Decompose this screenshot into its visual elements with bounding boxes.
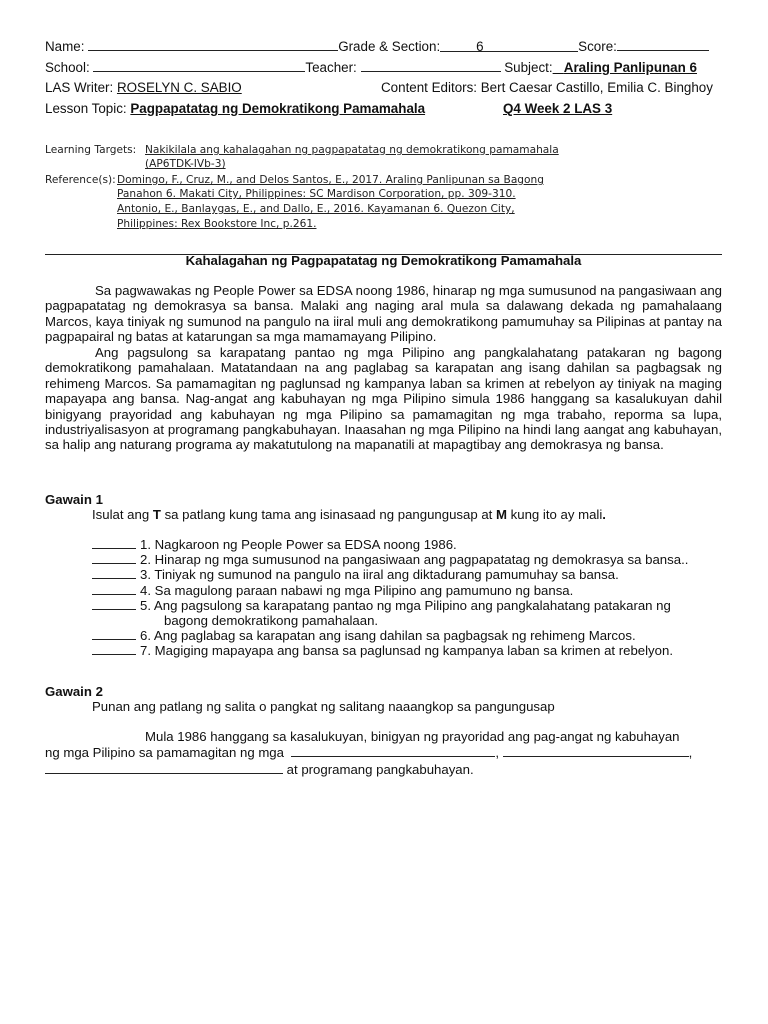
list-item bbox=[92, 643, 732, 658]
answer-blank-4[interactable] bbox=[92, 583, 136, 595]
fill-blank-1[interactable] bbox=[291, 744, 495, 757]
gawain2-title: Gawain 2 bbox=[45, 684, 103, 699]
subject-value bbox=[553, 60, 697, 75]
teacher-blank[interactable] bbox=[361, 59, 501, 72]
answer-blank-5[interactable] bbox=[92, 598, 136, 610]
instr-text-b: sa patlang kung tama ang isinasaad ng pangungusap at bbox=[160, 507, 496, 522]
fill-blank-3[interactable] bbox=[45, 761, 283, 774]
lesson-paragraph-2: Ang pagsulong sa karapatang pantao ng mga Pilipino ang pangkalahatang patakaran ng bagong demokratikong pamahalaan. Matatandaan na ang paglabag sa karapatan ang isang dahilan sa pagbagsak ng rehimeng Marcos. Sa pamamagitan ng paglunsad ng kampanya laban sa krimen at rebelyon ay tiniyak na maging mapayapa ang bansa. Nag-angat ang kabuhayan ng mga Pilipino simula 1986 hanggang sa kasalukuyan dahil binigyang prayoridad ang kabuhayan ng mga Pilipino sa pamamagitan ng mga trabaho, reporma sa lupa, industriyalisasyon at programang pangkabuhayan. Inaasahan ng mga Pilipino na hindi lang aangat ang kabuhayan, sa halip ang naturang programa ay makatutulong na mapanatili at mapagtibay ang demokrasya ng bansa. bbox=[45, 345, 722, 453]
answer-blank-3[interactable] bbox=[92, 567, 136, 579]
item-text: 5. Ang pagsulong sa karapatang pantao ng mga Pilipino ang pangkalahatang patakaran ng bbox=[140, 597, 671, 613]
header-row-writer bbox=[45, 80, 725, 96]
content-editors: Content Editors: Bert Caesar Castillo, Emilia C. Binghoy bbox=[381, 80, 713, 95]
header-row-name bbox=[45, 38, 709, 55]
gawain2-paragraph bbox=[45, 729, 722, 777]
refs-label: Reference(s): bbox=[45, 174, 116, 186]
fill-blank-2[interactable] bbox=[503, 744, 689, 757]
list-item bbox=[92, 537, 732, 552]
score-blank[interactable] bbox=[617, 38, 709, 51]
targets-line1: Nakikilala ang kahalagahan ng pagpapatatag ng demokratikong pamamahala bbox=[145, 144, 559, 156]
gawain2-line-2: ng mga Pilipino sa pamamagitan ng mga , , bbox=[45, 745, 693, 761]
instr-t: T bbox=[152, 507, 161, 522]
header-row-topic bbox=[45, 101, 725, 117]
answer-blank-2[interactable] bbox=[92, 552, 136, 564]
instr-m: M bbox=[496, 507, 507, 522]
item-text: 3. Tiniyak ng sumunod na pangulo na iiral ang diktadurang pamumuhay sa bansa. bbox=[140, 567, 619, 583]
writer-value: ROSELYN C. SABIO bbox=[116, 80, 242, 95]
gawain1-title: Gawain 1 bbox=[45, 492, 103, 507]
item-text: 7. Magiging mapayapa ang bansa sa paglunsad ng kampanya laban sa krimen at rebelyon. bbox=[140, 643, 673, 659]
instr-text-a: Isulat ang bbox=[92, 507, 153, 522]
refs-line2: Panahon 6. Makati City, Philippines: SC Mardison Corporation, pp. 309-310. bbox=[117, 188, 516, 200]
instr-text-d: . bbox=[602, 507, 606, 522]
refs-line1: Domingo, F., Cruz, M., and Delos Santos, E., 2017. Araling Panlipunan sa Bagong bbox=[117, 174, 544, 186]
writer-label: LAS Writer: bbox=[45, 80, 114, 95]
score-label: Score: bbox=[578, 39, 617, 54]
refs-line3: Antonio, E., Banlaygas, E., and Dallo, E., 2016. Kayamanan 6. Quezon City, bbox=[117, 203, 515, 215]
gawain2-instructions: Punan ang patlang ng salita o pangkat ng salitang naaangkop sa pangungusap bbox=[92, 699, 555, 714]
name-label: Name: bbox=[45, 39, 85, 54]
teacher-label: Teacher: bbox=[305, 60, 357, 75]
grade-value: 6 bbox=[476, 39, 484, 54]
gawain1-instructions bbox=[92, 507, 606, 522]
grade-label: Grade & Section: bbox=[338, 39, 441, 54]
targets-label: Learning Targets: bbox=[45, 144, 137, 156]
gawain2-line-3-text: at programang pangkabuhayan. bbox=[286, 761, 474, 777]
list-item bbox=[92, 598, 732, 613]
list-item bbox=[92, 628, 732, 643]
targets-line2: (AP6TDK-IVb-3) bbox=[145, 158, 226, 170]
item-5-continuation: bagong demokratikong pamahalaan. bbox=[164, 613, 379, 629]
header-row-school bbox=[45, 59, 697, 76]
name-blank[interactable] bbox=[88, 38, 338, 51]
lesson-paragraph-1: Sa pagwawakas ng People Power sa EDSA noong 1986, hinarap ng mga sumusunod na pangasiwaan ang pagpapatatag ng demokrasya sa bansa. Malaki ang naging aral mula sa dalawang dekada ng pamahalaang Marcos, kaya tiniyak ng sumunod na pangulo na iiral muli ang demokratikong pamumuhay sa Pilipinas at pantay na pagpapairal ng batas at katarungan sa mga mamamayang Pilipino. bbox=[45, 283, 722, 345]
item-text: 6. Ang paglabag sa karapatan ang isang dahilan sa pagbagsak ng rehimeng Marcos. bbox=[140, 628, 636, 644]
item-text: 4. Sa magulong paraan nabawi ng mga Pilipino ang pamumuno ng bansa. bbox=[140, 582, 574, 598]
grade-blank[interactable] bbox=[440, 39, 578, 52]
list-item bbox=[92, 567, 732, 582]
answer-blank-7[interactable] bbox=[92, 643, 136, 655]
gawain1-items bbox=[92, 537, 732, 659]
gawain2-line-1: Mula 1986 hanggang sa kasalukuyan, binigyan ng prayoridad ang pag-angat ng kabuhayan bbox=[145, 729, 680, 744]
school-blank[interactable] bbox=[93, 59, 305, 72]
topic-label: Lesson Topic: bbox=[45, 101, 127, 116]
answer-blank-6[interactable] bbox=[92, 628, 136, 640]
instr-text-c: kung ito ay mali bbox=[507, 507, 603, 522]
list-item bbox=[92, 583, 732, 598]
list-item bbox=[92, 552, 732, 567]
item-text: 2. Hinarap ng mga sumusunod na pangasiwaan ang pagpapatatag ng demokrasya sa bansa.. bbox=[140, 552, 689, 568]
school-label: School: bbox=[45, 60, 90, 75]
gawain2-line-2-text: ng mga Pilipino sa pamamagitan ng mga bbox=[45, 745, 284, 761]
answer-blank-1[interactable] bbox=[92, 537, 136, 549]
gawain2-line-3 bbox=[45, 761, 722, 777]
refs-line4: Philippines: Rex Bookstore Inc, p.261. bbox=[117, 218, 317, 230]
topic-value: Pagpapatatag ng Demokratikong Pamamahala bbox=[130, 101, 426, 116]
lesson-title: Kahalagahan ng Pagpapatatag ng Demokratikong Pamamahala bbox=[185, 253, 582, 268]
item-text: 1. Nagkaroon ng People Power sa EDSA noong 1986. bbox=[140, 537, 457, 552]
subject-label: Subject: bbox=[504, 60, 553, 75]
quarter-label: Q4 Week 2 LAS 3 bbox=[503, 101, 613, 116]
subject-value-text: Araling Panlipunan 6 bbox=[563, 60, 697, 75]
